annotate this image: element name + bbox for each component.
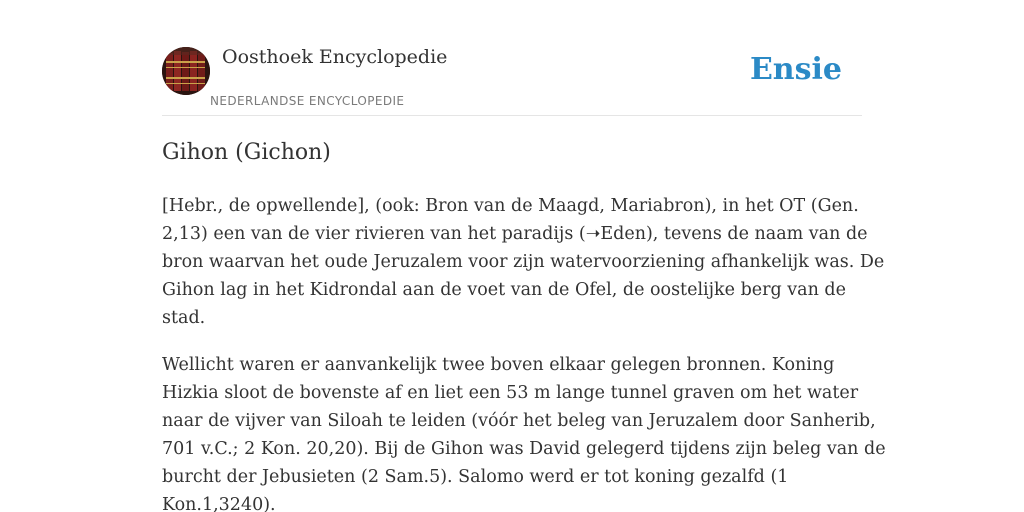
- brand-logo[interactable]: Ensie: [749, 52, 842, 87]
- book-spines-icon: [162, 47, 210, 95]
- page: [162, 0, 886, 512]
- article-paragraph-2: [162, 351, 886, 512]
- paragraph-line: Kon.1,3240).: [162, 495, 276, 512]
- paragraph-line: Gihon lag in het Kidrondal aan de voet van de Ofel, de oostelijke berg van de: [162, 280, 846, 300]
- paragraph-line: naar de vijver van Siloah te leiden (vóór het beleg van Jeruzalem door Sanherib,: [162, 411, 876, 431]
- paragraph-line: 2,13) een van de vier rivieren van het paradijs (➝Eden), tevens de naam van de: [162, 224, 868, 244]
- paragraph-line: stad.: [162, 308, 206, 328]
- paragraph-line: Hizkia sloot de bovenste af en liet een 53 m lange tunnel graven om het water: [162, 383, 859, 403]
- article-paragraph-1: [162, 192, 885, 332]
- paragraph-line: burcht der Jebusieten (2 Sam.5). Salomo werd er tot koning gezalfd (1: [162, 467, 789, 487]
- article-title: Gihon (Gichon): [162, 140, 331, 165]
- avatar[interactable]: [162, 47, 210, 95]
- site-subtitle: NEDERLANDSE ENCYCLOPEDIE: [210, 94, 405, 108]
- paragraph-line: Wellicht waren er aanvankelijk twee boven elkaar gelegen bronnen. Koning: [162, 355, 835, 375]
- paragraph-line: [Hebr., de opwellende], (ook: Bron van de Maagd, Mariabron), in het OT (Gen.: [162, 196, 859, 216]
- site-title[interactable]: Oosthoek Encyclopedie: [222, 46, 448, 68]
- site-header: [162, 0, 862, 116]
- paragraph-line: 701 v.C.; 2 Kon. 20,20). Bij de Gihon was David gelegerd tijdens zijn beleg van de: [162, 439, 886, 459]
- paragraph-line: bron waarvan het oude Jeruzalem voor zijn watervoorziening afhankelijk was. De: [162, 252, 885, 272]
